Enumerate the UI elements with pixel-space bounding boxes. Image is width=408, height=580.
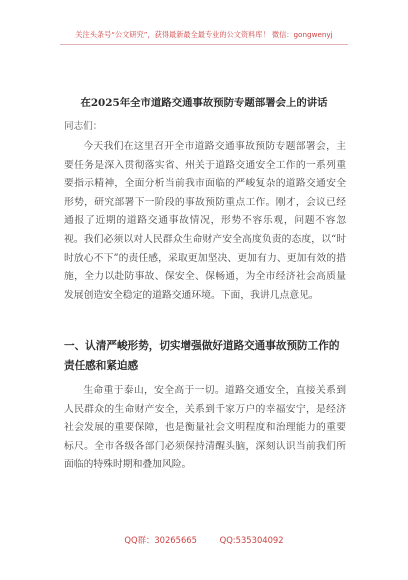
document-title: 在2025年全市道路交通事故预防专题部署会上的讲话 bbox=[80, 97, 328, 109]
paragraph-section1-text: 生命重于泰山，安全高于一切。道路交通安全，直接关系到人民群众的生命财产安全，关系到千家万户的幸福安宁，是经济社会发展的重要保障，也是衡量社会文明程度和治理能力的重要标尺。全市各级各部门必须保持清醒头脑，深刻认识当前我们所面临的特殊时期和叠加风险。 bbox=[64, 385, 346, 471]
section-heading-1: 一、认清严峻形势，切实增强做好道路交通事故预防工作的责任感和紧迫感 bbox=[64, 340, 340, 372]
paragraph-intro bbox=[64, 138, 346, 305]
salutation: 同志们： bbox=[64, 121, 103, 132]
footer-contact bbox=[0, 534, 408, 546]
footer-qq: QQ:535304092 bbox=[219, 535, 284, 545]
header-promo-text: 关注头条号“公文研究”，获得最新最全最专业的公文资料库！ 微信：gongwenyj bbox=[75, 30, 333, 39]
paragraph-section1 bbox=[64, 382, 346, 475]
paragraph-intro-text: 今天我们在这里召开全市道路交通事故预防专题部署会，主要任务是深入贯彻落实省、州关于道路交通安全工作的一系列重要指示精神，全面分析当前我市面临的严峻复杂的道路交通安全形势，研究部署下一阶段的事故预防重点工作。刚才，会议已经通报了近期的道路交通事故情况，形势不容乐观，问题不容忽视。我们必须以对人民群众生命财产安全高度负责的态度，以“时时放心不下”的责任感，采取更加坚决、更加有力、更加有效的措施，全力以赴防事故、保安全、保畅通，为全市经济社会高质量发展创造安全稳定的道路交通环境。下面，我讲几点意见。 bbox=[64, 141, 346, 301]
header-divider bbox=[60, 44, 348, 45]
footer-qq-group: QQ群：30265665 bbox=[124, 535, 197, 545]
